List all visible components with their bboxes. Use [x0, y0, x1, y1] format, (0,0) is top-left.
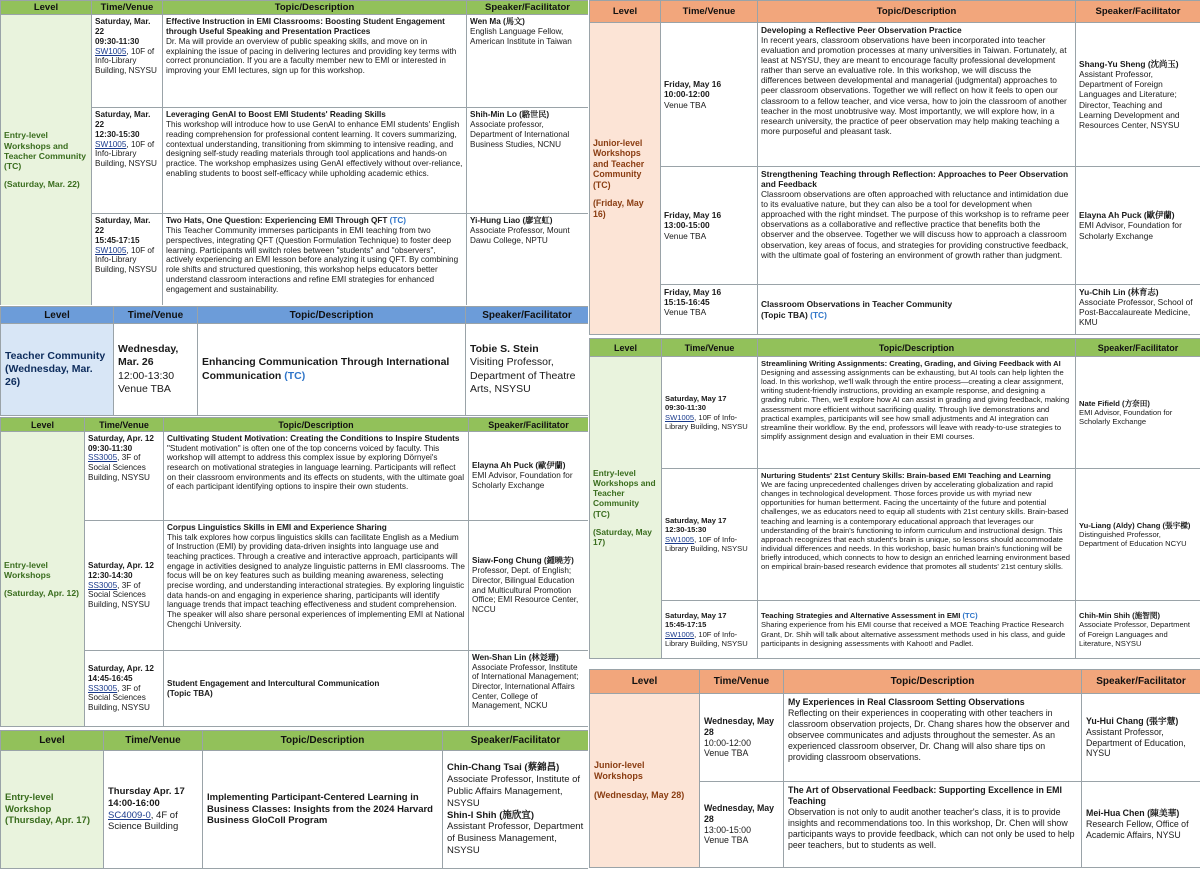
table-header-row	[1, 418, 589, 432]
header-topic: Topic/Description	[198, 307, 466, 324]
venue-text: , 10F of Info-Library Building, NSYSU	[95, 245, 157, 275]
topic-title: Strengthening Teaching through Reflection: Approaches to Peer Observation and Feedback	[761, 169, 1069, 190]
event-time: 15:15-16:45	[664, 297, 710, 308]
topic-cell	[758, 601, 1076, 659]
topic-title-text: Teaching Strategies and Alternative Assessment in EMI	[761, 611, 961, 621]
schedule-table-mar-26	[0, 306, 588, 416]
header-speaker: Speaker/Facilitator	[466, 307, 589, 324]
event-date: Saturday, Apr. 12	[88, 434, 154, 443]
event-time: 12:30-14:30	[88, 570, 133, 580]
event-date: Saturday, Apr. 12	[88, 664, 154, 674]
table-row	[1, 751, 589, 869]
header-time-venue: Time/Venue	[85, 418, 164, 432]
header-topic: Topic/Description	[164, 418, 469, 432]
topic-description: Classroom observations are often approached with reluctance and intimidation due to its evaluative nature, but they can also be a tool for development when approached with the right mindset. The purpose of this workshop is to reframe peer observations as a collaborative and reflective practice that benefits both the observer and the observee. Together we will discuss how to approach a classroom observation, key areas of focus, and strategies for providing constructive feedback, with the ultimate goal of fostering an environment of growth rather than judgment.	[761, 189, 1070, 260]
venue-text: , 3F of Social Sciences Building, NSYSU	[88, 453, 150, 482]
room-link[interactable]: SW1005	[95, 139, 127, 149]
table-header-row	[1, 1, 589, 15]
level-date: (Wednesday, May 28)	[594, 790, 685, 801]
table-row	[1, 324, 589, 416]
header-speaker: Speaker/Facilitator	[1076, 339, 1200, 357]
speaker-cell	[1082, 694, 1200, 782]
tc-tag: (TC)	[810, 309, 827, 320]
topic-description: Observation is not only to audit another teacher's class, it is to provide insights and recommendations too. In this workshop, Dr. Chen will show participants ways to provide feedback, which can not only be used to help peer teachers, but to students as well.	[788, 806, 1075, 850]
speaker-affiliation: Assistant Professor, Department of Education, NYSU	[1086, 726, 1186, 759]
time-venue-cell	[92, 214, 163, 306]
event-time: 12:30-15:30	[95, 129, 140, 139]
schedule-table-may-28	[589, 669, 1200, 870]
header-level: Level	[1, 307, 114, 324]
topic-description: Reflecting on their experiences in cooperating with other teachers in classroom observation projects, Dr. Chang shares how the observer and observee communicates and adjusts throughout the semester. As an experienced classroom observer, Dr. Chang will also share tips on providing classroom observations.	[788, 707, 1070, 762]
speaker-affiliation: Associate Professor, School of Post-Baccalaureate Medicine, KMU	[1079, 297, 1193, 328]
level-date: (Saturday, May 17)	[593, 526, 652, 547]
room-link[interactable]: SW1005	[665, 629, 695, 639]
speaker-name: Siaw-Fong Chung (鍾曉芳)	[472, 556, 574, 566]
level-label: Junior-level Workshops	[594, 759, 645, 781]
speaker-cell	[467, 108, 589, 214]
event-time: 09:30-11:30	[88, 443, 133, 453]
time-venue-cell	[700, 694, 784, 782]
event-time: 15:45-17:15	[665, 620, 707, 630]
venue-text: Venue TBA	[704, 835, 749, 846]
time-venue-cell	[92, 15, 163, 108]
topic-description: We are facing unprecedented challenges driven by accelerating globalization and rapid changes in technological development. Those forces provide us with myriad new opportunities for human betterment. Facing the uncertainty of the future and potential challenges, we as educators need to equip all students with 21st century skills. Brain-based teaching and learning is a contemporary educational approach that leverages our understanding of the brain's functioning to inform curriculum and instructional design. This approach recognizes that each student's brain is unique, so lessons should accommodate individual differences and needs. In this workshop, basic human brain's functioning will be briefly introduced, which connects to how to design an enriched learning environment based on empirical brain-based research evidence that promotes all students' 21st century skills.	[761, 480, 1071, 572]
speaker-affiliation: English Language Fellow, American Institute in Taiwan	[470, 26, 572, 46]
schedule-table-apr-12	[0, 417, 588, 729]
room-link[interactable]: SW1005	[665, 412, 695, 422]
speaker-name: Yi-Hung Liao (廖宜虹)	[470, 216, 553, 225]
topic-cell	[164, 521, 469, 651]
time-venue-cell	[661, 23, 758, 167]
speaker-name: Shang-Yu Sheng (沈尚玉)	[1079, 59, 1179, 70]
level-cell	[590, 357, 662, 659]
venue-text: , 10F of Info-Library Building, NSYSU	[665, 412, 748, 431]
topic-subtitle: (Topic TBA)	[167, 688, 213, 698]
header-topic: Topic/Description	[203, 731, 443, 751]
topic-description: Sharing experience from his EMI course that received a MOE Teaching Practice Research Grant, Dr. Shih will talk about alternative assessment methods used in his class, and guide participants in designing assessments with Kahoot! and Padlet.	[761, 620, 1066, 648]
time-venue-cell	[85, 432, 164, 521]
speaker-cell	[469, 432, 589, 521]
level-cell	[1, 432, 85, 727]
header-time-venue: Time/Venue	[662, 339, 758, 357]
time-venue-cell	[662, 601, 758, 659]
header-topic: Topic/Description	[758, 1, 1076, 23]
event-time: 14:00-16:00	[108, 797, 160, 809]
topic-cell	[758, 357, 1076, 469]
topic-title-text: Enhancing Communication Through International Communication	[202, 356, 450, 382]
level-label: Entry-level Workshop	[5, 791, 54, 815]
header-time-venue: Time/Venue	[114, 307, 198, 324]
topic-title-text: Two Hats, One Question: Experiencing EMI Through QFT	[166, 216, 388, 225]
level-label: Junior-level Workshops and Teacher Community (TC)	[593, 137, 645, 190]
speaker-cell	[469, 521, 589, 651]
speaker-cell	[1076, 469, 1200, 601]
topic-cell	[758, 23, 1076, 167]
topic-title: Implementing Participant-Centered Learning in Business Classes: Insights from the 2024 Harvard Business GloColl Program	[207, 791, 433, 827]
speaker-cell	[469, 651, 589, 727]
topic-cell	[163, 15, 467, 108]
header-speaker: Speaker/Facilitator	[443, 731, 589, 751]
topic-description: Dr. Ma will provide an overview of public speaking skills, and move on in explaining the issue of pacing in delivering lectures and providing key terms with correct pronunciation. If you are a faculty member new to EMI or interested in improving your EMI lectures, sign up for this workshop.	[166, 36, 457, 76]
speaker-cell	[467, 214, 589, 306]
time-venue-cell	[92, 108, 163, 214]
room-link[interactable]: SW1005	[95, 245, 127, 255]
event-time: 13:00-15:00	[704, 824, 751, 835]
level-label: Entry-level Workshops	[4, 559, 51, 580]
topic-cell	[784, 782, 1082, 868]
speaker-affiliation: Assistant Professor, Department of Foreign Languages and Literature; Director, Teaching and Learning Development and Resources Center, NSYSU	[1079, 69, 1180, 130]
time-venue-cell	[661, 167, 758, 285]
event-date: Friday, May 16	[664, 287, 722, 297]
event-time: 12:00-13:30	[118, 369, 175, 382]
event-time: 14:45-16:45	[88, 673, 133, 683]
room-link[interactable]: SS3005	[88, 580, 118, 590]
speaker-name: Nate Fifield (方奈田)	[1079, 398, 1150, 408]
table-row	[1, 15, 589, 108]
event-date: Friday, May 16	[664, 79, 722, 90]
header-level: Level	[590, 670, 700, 694]
header-level: Level	[1, 418, 85, 432]
event-date: Saturday, Mar. 22	[95, 17, 151, 36]
event-time: 12:30-15:30	[665, 525, 707, 535]
table-row	[590, 694, 1200, 782]
table-row	[1, 432, 589, 521]
topic-title: My Experiences in Real Classroom Setting Observations	[788, 697, 1025, 707]
room-link[interactable]: SW1005	[95, 46, 127, 56]
level-cell	[1, 15, 92, 306]
table-header-row	[590, 339, 1200, 357]
speaker-cell	[1076, 167, 1200, 285]
header-topic: Topic/Description	[758, 339, 1076, 357]
header-level: Level	[1, 1, 92, 15]
event-date: Friday, May 16	[664, 210, 722, 221]
speaker-name: Elayna Ah Puck (歐伊蘭)	[472, 461, 566, 471]
event-date: Thursday Apr. 17	[108, 785, 185, 797]
event-date: Saturday, May 17	[665, 611, 727, 621]
time-venue-cell	[662, 469, 758, 601]
table-row	[590, 23, 1200, 167]
speaker-affiliation: Associate Professor, Institute of Public Affairs Management, NSYSU	[447, 773, 581, 809]
speaker-name: Yu-Hui Chang (張宇慧)	[1086, 715, 1179, 726]
speaker-affiliation: Professor, Dept. of English; Director, Bilingual Education and Multicultural Promotion Office; EMI Resource Center, NCCU	[472, 566, 579, 614]
header-topic: Topic/Description	[784, 670, 1082, 694]
topic-cell	[758, 285, 1076, 335]
speaker-cell	[467, 15, 589, 108]
speaker-affiliation: Visiting Professor, Department of Theatre Arts, NSYSU	[470, 356, 576, 395]
event-time: 15:45-17:15	[95, 235, 140, 245]
topic-title	[761, 611, 1072, 620]
topic-title: Classroom Observations in Teacher Community	[761, 299, 953, 310]
level-cell	[590, 23, 661, 335]
topic-cell	[164, 651, 469, 727]
topic-cell	[784, 694, 1082, 782]
time-venue-cell	[104, 751, 203, 869]
tc-tag: (TC)	[389, 216, 407, 225]
speaker-affiliation: EMI Advisor, Foundation for Scholarly Exchange	[472, 471, 573, 490]
header-speaker: Speaker/Facilitator	[467, 1, 589, 15]
venue-text: Venue TBA	[704, 748, 749, 759]
event-date: Saturday, Mar. 22	[95, 216, 151, 235]
table-header-row	[590, 670, 1200, 694]
speaker-name: Chih-Min Shih (施智閔)	[1079, 611, 1160, 621]
level-label: Entry-level Workshops and Teacher Community (TC)	[4, 130, 86, 172]
speaker-cell	[466, 324, 589, 416]
event-date: Wednesday, May 28	[704, 715, 775, 737]
venue-text: Venue TBA	[664, 99, 707, 110]
speaker-name: Tobie S. Stein	[470, 343, 539, 356]
topic-cell	[163, 108, 467, 214]
speaker-affiliation: EMI Advisor, Foundation for Scholarly Exchange	[1079, 220, 1182, 241]
venue-text: , 10F of Info-Library Building, NSYSU	[95, 46, 157, 76]
tc-tag: (TC)	[962, 611, 978, 621]
header-topic: Topic/Description	[163, 1, 467, 15]
time-venue-cell	[661, 285, 758, 335]
table-row	[590, 285, 1200, 335]
topic-title	[166, 216, 463, 226]
topic-description: In recent years, classroom observations have been incorporated into teacher evaluation and promotion processes at many universities in Taiwan. Fortunately, at least at NSYSU, they are meant to encourage faculty professional development rather than serve an evaluative role. In this workshop, we will discuss the differences between developmental and managerial (judgmental) approaches to peer classroom observations. Together we will reflect on how it feels to open our classroom to a fellow teacher, and vice versa, how to join the classroom of another teacher in the most unobtrusive way. Most importantly, we will explore how, in a research university, the practice of peer observation may help making teaching a more purposeful and pleasant task.	[761, 35, 1067, 136]
table-row	[1, 651, 589, 727]
table-header-row	[590, 1, 1200, 23]
speaker-cell	[443, 751, 589, 869]
topic-title: Effective Instruction in EMI Classrooms: Boosting Student Engagement through Useful Speaking and Presentation Practices	[166, 17, 445, 36]
topic-cell	[198, 324, 466, 416]
event-date: Wednesday, May 28	[704, 802, 775, 824]
speaker-affiliation: Associate professor, Department of International Business Studies, NCNU	[470, 119, 570, 149]
level-label: Entry-level Workshops and Teacher Community (TC)	[593, 468, 656, 519]
topic-description: Designing and assessing assignments can be exhausting, but AI tools can help lighten the load. In this workshop, we'll walk through the entire process—creating a clear assignment, writing student-friendly instructions, providing an example response, and designing a grading rubric. Then, we'll explore how AI can assist in grading and giving feedback, making assessment more efficient without sacrificing quality. Through live demonstrations and practical examples, participants will see how small adjustments and AI integration can streamline their workflow. By the end, professors will leave with ready-to-use strategies to simplify assignment design and evaluation in their EMI courses.	[761, 368, 1070, 441]
topic-cell	[163, 214, 467, 306]
venue-text: , 10F of Info-Library Building, NSYSU	[665, 629, 748, 648]
level-cell	[590, 694, 700, 868]
venue-text: , 3F of Social Sciences Building, NSYSU	[88, 580, 150, 609]
speaker-name: Wen-Shan Lin (林彣珊)	[472, 653, 559, 662]
topic-cell	[758, 167, 1076, 285]
schedule-table-apr-17	[0, 730, 588, 870]
event-time: 13:00-15:00	[664, 220, 710, 231]
table-row	[590, 469, 1200, 601]
topic-title: Corpus Linguistics Skills in EMI and Experience Sharing	[167, 523, 387, 532]
speaker-cell	[1076, 23, 1200, 167]
table-header-row	[1, 307, 589, 324]
level-date: (Saturday, Mar. 22)	[4, 179, 80, 190]
topic-description: "Student motivation" is often one of the top concerns voiced by faculty. This workshop will attempt to address this complex issue by exploring Dörnyei's research on motivational strategies in language learning. Participants will reflect on their classroom environments and its effects on students, with the ultimate goal of each participant identifying options to inspire their own students.	[167, 443, 465, 492]
table-row	[590, 357, 1200, 469]
level-date: (Saturday, Apr. 12)	[4, 588, 79, 599]
speaker-name: Yu-Liang (Aldy) Chang (張宇樑)	[1079, 520, 1191, 530]
event-time: 09:30-11:30	[665, 403, 706, 413]
venue-text: Venue TBA	[664, 230, 707, 241]
speaker-name: Mei-Hua Chen (陳美華)	[1086, 808, 1180, 819]
speaker-name: Elayna Ah Puck (歐伊蘭)	[1079, 210, 1175, 221]
topic-title: Leveraging GenAI to Boost EMI Students' Reading Skills	[166, 110, 386, 119]
topic-subtitle-text: (Topic TBA)	[761, 309, 808, 320]
table-row	[1, 521, 589, 651]
header-speaker: Speaker/Facilitator	[469, 418, 589, 432]
header-level: Level	[590, 339, 662, 357]
topic-cell	[758, 469, 1076, 601]
speaker-name: Shih-Min Lo (駱世民)	[470, 110, 550, 119]
speaker-affiliation-2: Assistant Professor, Department of Business Management, NSYSU	[447, 821, 584, 857]
speaker-cell	[1082, 782, 1200, 868]
topic-title: Developing a Reflective Peer Observation Practice	[761, 25, 962, 35]
time-venue-cell	[700, 782, 784, 868]
header-speaker: Speaker/Facilitator	[1082, 670, 1200, 694]
venue-text: Venue TBA	[118, 382, 171, 395]
event-date: Saturday, Mar. 22	[95, 110, 151, 129]
topic-title: Student Engagement and Intercultural Communication	[167, 678, 380, 688]
topic-subtitle	[761, 310, 1072, 320]
room-link[interactable]: SS3005	[88, 683, 118, 693]
topic-description: This Teacher Community immerses participants in EMI teaching from two perspectives, integrating QFT (Question Formulation Technique) to foster deep learning. Participants will switch roles between "students" and "observers", actively experiencing an EMI lesson before analyzing it using QFT. By combining role shifts and structured questioning, this workshop helps educators better understand classroom interactions and refine EMI strategies for enhanced engagement and sustainability.	[166, 225, 459, 294]
speaker-cell	[1076, 357, 1200, 469]
event-date: Saturday, Apr. 12	[88, 561, 154, 571]
level-cell	[1, 324, 114, 416]
table-header-row	[1, 731, 589, 751]
speaker-affiliation: Distinguished Professor, Department of Education NCYU	[1079, 529, 1187, 549]
schedule-table-may-17	[589, 338, 1200, 668]
topic-title: Cultivating Student Motivation: Creating the Conditions to Inspire Students	[167, 434, 460, 443]
level-cell	[1, 751, 104, 869]
speaker-name: Wen Ma (馬文)	[470, 17, 525, 26]
topic-cell	[164, 432, 469, 521]
table-row	[590, 601, 1200, 659]
room-link[interactable]: SS3005	[88, 453, 118, 463]
venue-text: , 10F of Info-Library Building, NSYSU	[665, 534, 748, 553]
topic-title: Streamlining Writing Assignments: Creating, Grading, and Giving Feedback with AI	[761, 359, 1061, 368]
topic-description: This talk explores how corpus linguistics skills can facilitate English as a Medium of Instruction (EMI) by providing data-driven insights into language use and teaching practices. Through a creative and interactive approach, participants will engage in activities designed to analyze linguistic patterns in EMI classrooms. The focus will be on key features such as building meaning awareness, selecting precise wording, and understanding interactional strategies. By exploring linguistic data hands-on and engaging in experience sharing, participants will identify language trends that impact teaching effectiveness and student comprehension. The speaker will also share personal experiences of implementing EMI at National Chengchi University.	[167, 532, 465, 629]
speaker-name: Chin-Chang Tsai (蔡錦昌)	[447, 762, 560, 773]
level-label: Teacher Community (Wednesday, Mar. 26)	[5, 349, 106, 389]
level-date: (Thursday, Apr. 17)	[5, 815, 90, 827]
header-time-venue: Time/Venue	[700, 670, 784, 694]
event-date: Wednesday, Mar. 26	[118, 343, 179, 369]
topic-title: The Art of Observational Feedback: Supporting Excellence in EMI Teaching	[788, 785, 1062, 806]
time-venue-cell	[85, 651, 164, 727]
header-level: Level	[1, 731, 104, 751]
time-venue-cell	[114, 324, 198, 416]
header-time-venue: Time/Venue	[92, 1, 163, 15]
header-time-venue: Time/Venue	[104, 731, 203, 751]
speaker-name-2: Shin-I Shih (施欣宜)	[447, 809, 535, 821]
event-time: 09:30-11:30	[95, 36, 140, 46]
speaker-affiliation: Research Fellow, Office of Academic Affairs, NYSU	[1086, 819, 1189, 840]
event-time: 10:00-12:00	[664, 89, 710, 100]
header-speaker: Speaker/Facilitator	[1076, 1, 1200, 23]
time-venue-cell	[662, 357, 758, 469]
topic-description: This workshop will introduce how to use GenAI to enhance EMI students' English reading comprehension for professional content learning. It covers summarizing, contextual understanding, transitioning from skimming to intensive reading, and designing self-study reading materials through tool applications and hands-on practice. The workshop emphasizes using GenAI effectively without over-reliance, enabling students to boost self-efficacy while upholding academic ethics.	[166, 119, 463, 179]
venue-text: , 3F of Social Sciences Building, NSYSU	[88, 683, 150, 712]
schedule-table-mar-22	[0, 0, 588, 305]
header-time-venue: Time/Venue	[661, 1, 758, 23]
room-link[interactable]: SW1005	[665, 534, 695, 544]
speaker-affiliation: Associate Professor, Mount Dawu College, NPTU	[470, 225, 570, 245]
topic-title	[202, 356, 461, 382]
venue-text: , 10F of Info-Library Building, NSYSU	[95, 139, 157, 169]
venue-text: Venue TBA	[664, 307, 707, 318]
table-row	[590, 167, 1200, 285]
schedule-table-may-16	[589, 0, 1200, 336]
tc-tag: (TC)	[284, 369, 306, 382]
event-date: Saturday, May 17	[665, 394, 727, 404]
header-level: Level	[590, 1, 661, 23]
speaker-affiliation: EMI Advisor, Foundation for Scholarly Exchange	[1079, 407, 1173, 427]
speaker-cell	[1076, 601, 1200, 659]
speaker-affiliation: Associate Professor, Department of Foreign Languages and Literature, NSYSU	[1079, 620, 1191, 648]
level-date: (Friday, May 16)	[593, 198, 644, 219]
room-link[interactable]: SC4009-0	[108, 809, 151, 821]
venue-text: , 4F of Science Building	[108, 809, 179, 833]
time-venue-cell	[85, 521, 164, 651]
speaker-cell	[1076, 285, 1200, 335]
event-date: Saturday, May 17	[665, 516, 727, 526]
topic-cell	[203, 751, 443, 869]
event-time: 10:00-12:00	[704, 737, 751, 748]
topic-title: Nurturing Students' 21st Century Skills: Brain-based EMI Teaching and Learning	[761, 471, 1051, 480]
speaker-name: Yu-Chih Lin (林育志)	[1079, 287, 1159, 297]
speaker-affiliation: Associate Professor, Institute of International Management; Director, International Affairs Center, College of Management, NCKU	[472, 662, 579, 711]
